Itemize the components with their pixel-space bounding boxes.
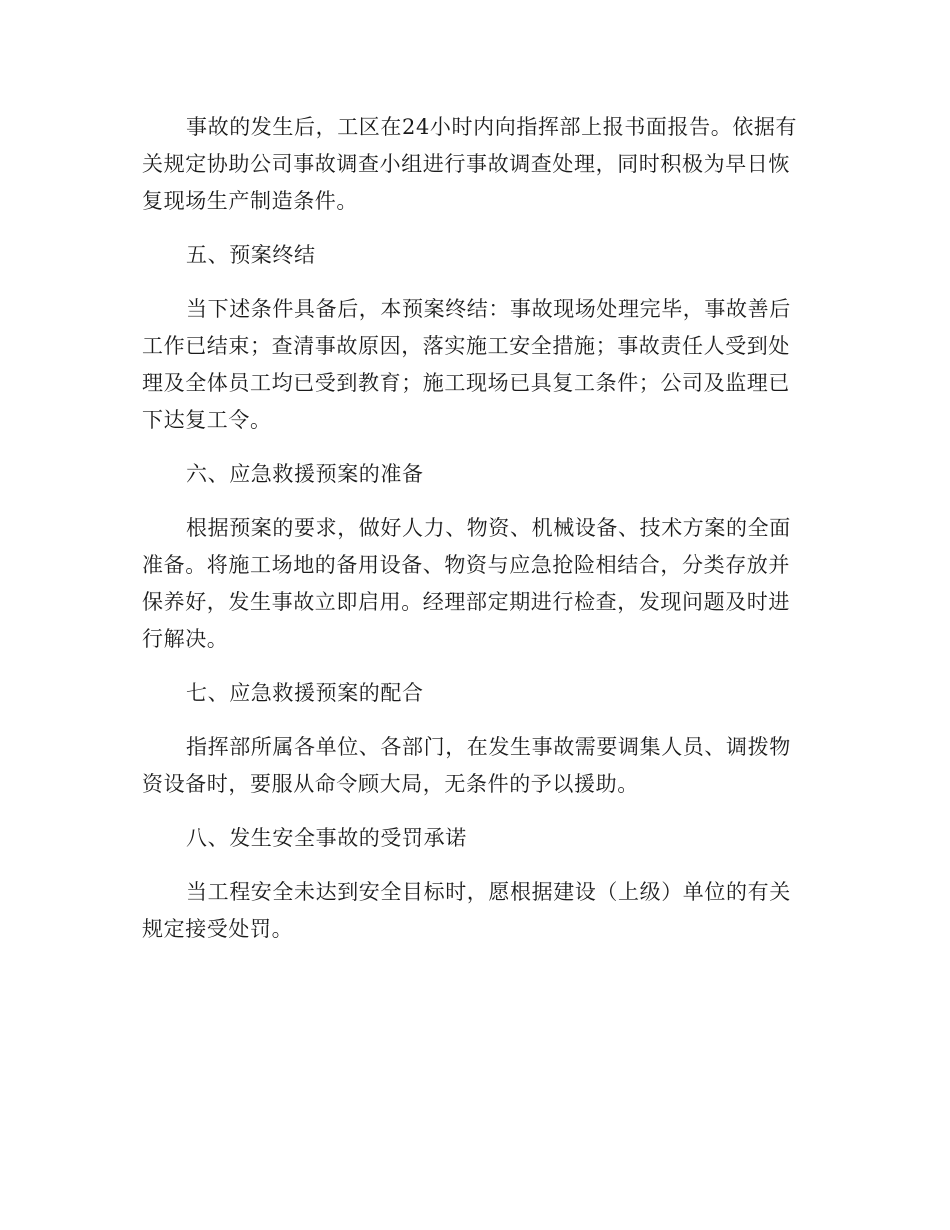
paragraph-line: 当工程安全未达到安全目标时，愿根据建设（上级）单位的有关 (186, 880, 791, 904)
paragraph-line: 理及全体员工均已受到教育；施工现场已具复工条件；公司及监理已 (142, 371, 790, 395)
paragraph-line: 复现场生产制造条件。 (142, 189, 358, 213)
paragraph-line: 根据预案的要求，做好人力、物资、机械设备、技术方案的全面 (186, 516, 791, 540)
paragraph-line: 工作已结束；查清事故原因，落实施工安全措施；事故责任人受到处 (142, 334, 790, 358)
section-heading-6: 六、应急救援预案的准备 (186, 462, 424, 486)
paragraph-line: 规定接受处罚。 (142, 917, 294, 941)
section-heading-8: 八、发生安全事故的受罚承诺 (186, 826, 467, 850)
paragraph-plan-termination (142, 291, 802, 439)
document-page (142, 109, 802, 965)
paragraph-line: 下达复工令。 (142, 408, 272, 432)
paragraph-line: 行解决。 (142, 627, 229, 651)
paragraph-line: 事故的发生后，工区在24小时内向指挥部上报书面报告。依据有 (186, 115, 798, 139)
paragraph-preparation (142, 510, 802, 658)
paragraph-line: 当下述条件具备后，本预案终结：事故现场处理完毕，事故善后 (186, 297, 791, 321)
section-heading-5: 五、预案终结 (186, 243, 316, 267)
paragraph-accident-report (142, 109, 802, 220)
paragraph-cooperation (142, 729, 802, 803)
paragraph-penalty-commitment (142, 874, 802, 948)
paragraph-line: 准备。将施工场地的备用设备、物资与应急抢险相结合，分类存放并 (142, 553, 790, 577)
paragraph-line: 保养好，发生事故立即启用。经理部定期进行检查，发现问题及时进 (142, 590, 790, 614)
paragraph-line: 指挥部所属各单位、各部门，在发生事故需要调集人员、调拨物 (186, 735, 791, 759)
paragraph-line: 关规定协助公司事故调查小组进行事故调查处理，同时积极为早日恢 (142, 152, 790, 176)
section-heading-7: 七、应急救援预案的配合 (186, 681, 424, 705)
paragraph-line: 资设备时，要服从命令顾大局，无条件的予以援助。 (142, 772, 639, 796)
